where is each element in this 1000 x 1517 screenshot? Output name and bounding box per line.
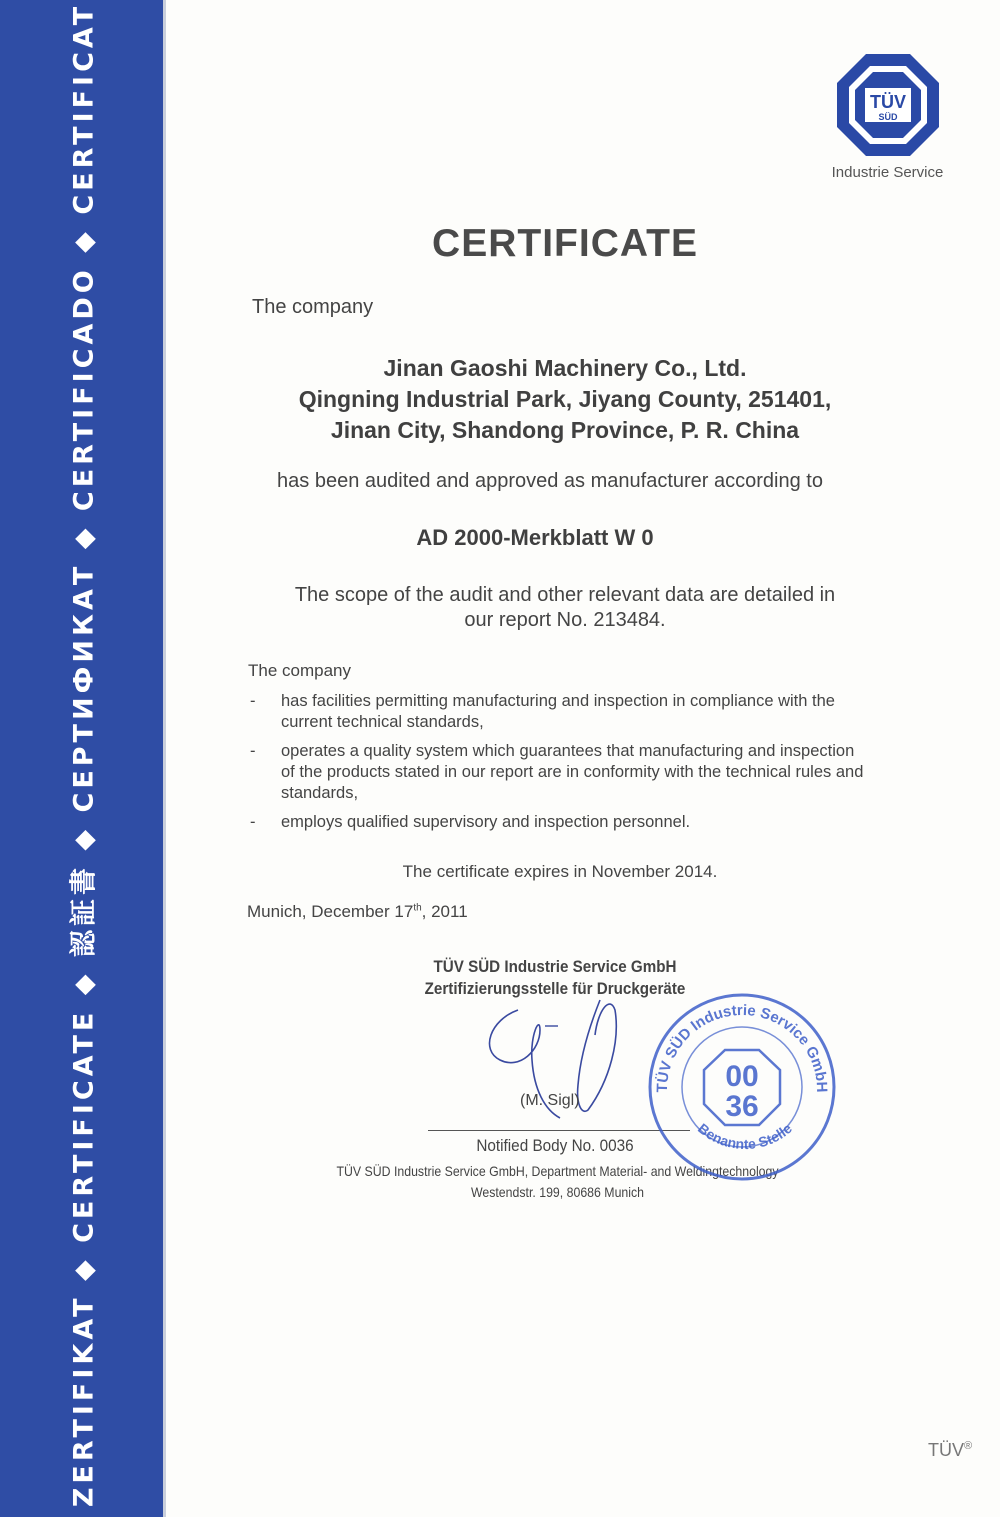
scope-line2: our report No. 213484. (464, 609, 666, 631)
scope-text (255, 583, 875, 633)
notified-body-stamp (645, 990, 840, 1185)
stamp-icon (645, 990, 840, 1185)
condition-text: employs qualified supervisory and inspection personnel. (281, 813, 691, 831)
logo-mark-top: TÜV (870, 92, 906, 112)
expiry-text: The certificate expires in November 2014. (402, 862, 718, 881)
conditions-list (248, 691, 868, 841)
company-name: Jinan Gaoshi Machinery Co., Ltd. (383, 355, 747, 381)
date-year: , 2011 (421, 902, 468, 921)
company-address-line2: Jinan City, Shandong Province, P. R. China (330, 417, 800, 443)
stamp-number-top: 00 (725, 1060, 759, 1093)
list-bullet: - (250, 692, 256, 710)
footer-mark-text: TÜV (928, 1440, 964, 1460)
department-line1: TÜV SÜD Industrie Service GmbH, Department Material- and Weldingtechnology (336, 1163, 779, 1179)
footer-mark-reg: ® (964, 1440, 973, 1452)
logo-subtitle: Industrie Service (831, 164, 944, 181)
stamp-ring-top: TÜV SÜD Industrie Service GmbH (653, 1001, 831, 1093)
footer-tuv-mark (928, 1440, 972, 1461)
sidebar-certificate-text: ZERTIFIKAT ◆ CERTIFICATE ◆ 認証書 ◆ СЕРТИФИКАТ ◆ CERTIFICADO ◆ CERTIFICAT (68, 2, 100, 1508)
signer-name: (M. Sigl) (520, 1092, 580, 1109)
department-line2: Westendstr. 199, 80686 Munich (470, 1184, 645, 1200)
page-edge (163, 0, 166, 1517)
notified-body: Notified Body No. 0036 (476, 1136, 634, 1155)
issuer-line2: Zertifizierungsstelle für Druckgeräte (424, 980, 686, 998)
tuv-logo-octagon-icon (833, 50, 943, 160)
list-bullet: - (250, 742, 256, 760)
list-item (248, 691, 868, 733)
issue-date (247, 902, 468, 922)
standard-name: AD 2000-Merkblatt W 0 (416, 525, 654, 550)
list-bullet: - (250, 813, 256, 831)
date-ordinal: th (413, 902, 422, 914)
company-block (240, 353, 890, 446)
stamp-number-bottom: 36 (725, 1090, 759, 1123)
list-item (248, 741, 868, 804)
company-address-line1: Qingning Industrial Park, Jiyang County, 251401, (298, 386, 832, 412)
date-place: Munich, December 17 (247, 902, 414, 921)
intro-text: The company (252, 296, 374, 318)
condition-text: operates a quality system which guarantees that manufacturing and inspection of the products stated in our report are in conformity with the technical rules and standards, (281, 742, 864, 802)
issuer-line1: TÜV SÜD Industrie Service GmbH (433, 958, 677, 976)
logo-mark-bottom: SÜD (878, 112, 898, 122)
page-title: CERTIFICATE (432, 222, 698, 265)
condition-text: has facilities permitting manufacturing and inspection in compliance with the current technical standards, (281, 692, 835, 731)
tuv-logo (833, 50, 943, 160)
list-item (248, 812, 868, 833)
company-label: The company (248, 661, 351, 680)
sidebar-band (0, 0, 163, 1517)
stamp-ring-bottom: Benannte Stelle (695, 1119, 795, 1153)
scope-line1: The scope of the audit and other relevant data are detailed in (294, 584, 836, 606)
approval-text: has been audited and approved as manufacturer according to (277, 470, 823, 492)
